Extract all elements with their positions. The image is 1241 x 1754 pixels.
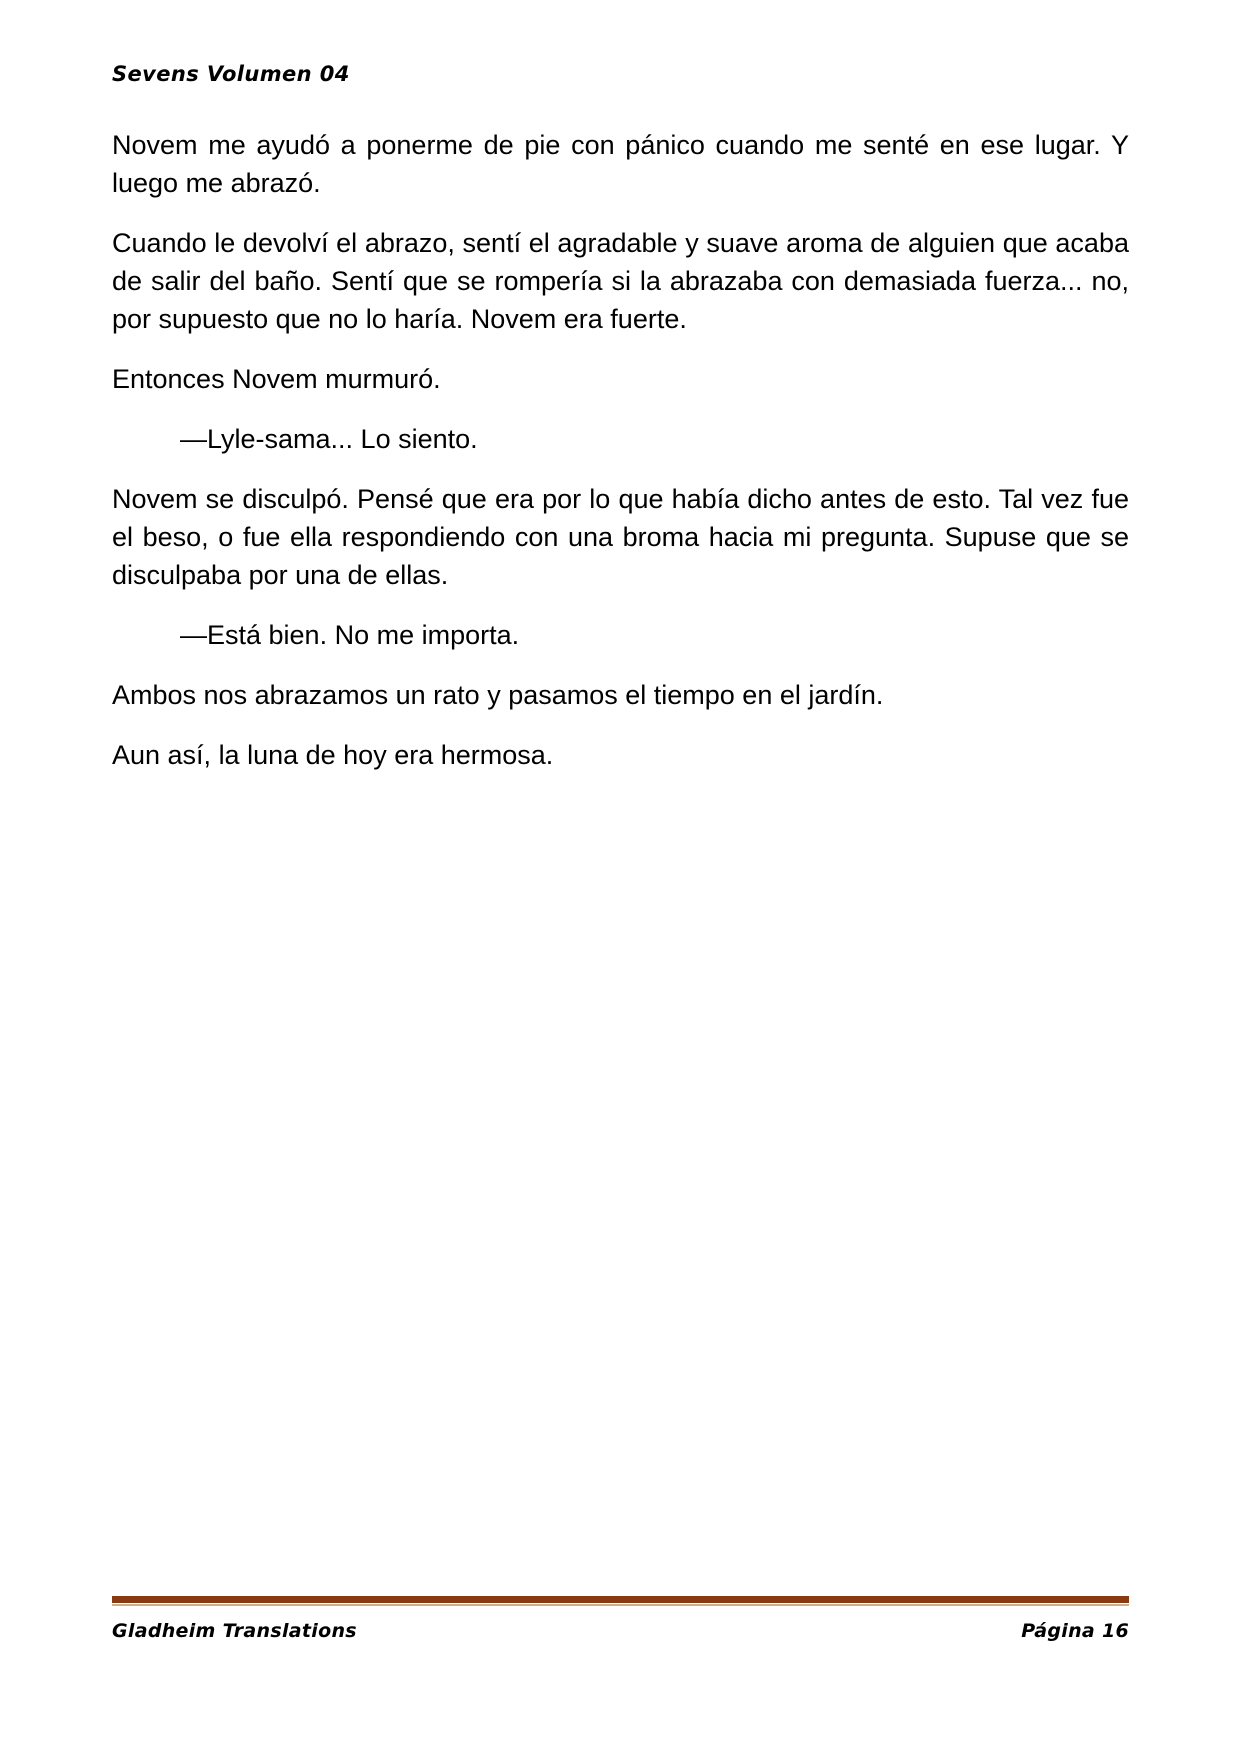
page-header: [112, 62, 1129, 102]
dialogue-line: —Está bien. No me importa.: [180, 620, 520, 650]
footer-page-number: Página 16: [1021, 1620, 1129, 1642]
footer-divider: [112, 1596, 1129, 1606]
footer-row: [112, 1620, 1129, 1642]
body-paragraph: Ambos nos abrazamos un rato y pasamos el tiempo en el jardín.: [112, 680, 884, 710]
body-paragraph: Cuando le devolví el abrazo, sentí el agradable y suave aroma de alguien que acaba de salir del baño. Sentí que se rompería si la abrazaba con demasiada fuerza... no, por supuesto que no lo haría. Novem era fuerte.: [112, 228, 1129, 334]
body-paragraph: Novem se disculpó. Pensé que era por lo que había dicho antes de esto. Tal vez fue el beso, o fue ella respondiendo con una broma hacia mi pregunta. Supuse que se disculpaba por una de ellas.: [112, 484, 1129, 590]
body-paragraph: Aun así, la luna de hoy era hermosa.: [112, 740, 554, 770]
page-footer: [112, 1596, 1129, 1642]
header-title: Sevens Volumen 04: [112, 62, 350, 86]
footer-divider-thick-bar: [112, 1596, 1129, 1603]
body-paragraph: Entonces Novem murmuró.: [112, 364, 441, 394]
body-paragraph: Novem me ayudó a ponerme de pie con pánico cuando me senté en ese lugar. Y luego me abrazó.: [112, 130, 1129, 198]
page-body: [112, 126, 1129, 796]
footer-translator-credit: Gladheim Translations: [112, 1620, 357, 1642]
dialogue-line: —Lyle-sama... Lo siento.: [180, 424, 478, 454]
footer-divider-thin-bar: [112, 1604, 1129, 1606]
